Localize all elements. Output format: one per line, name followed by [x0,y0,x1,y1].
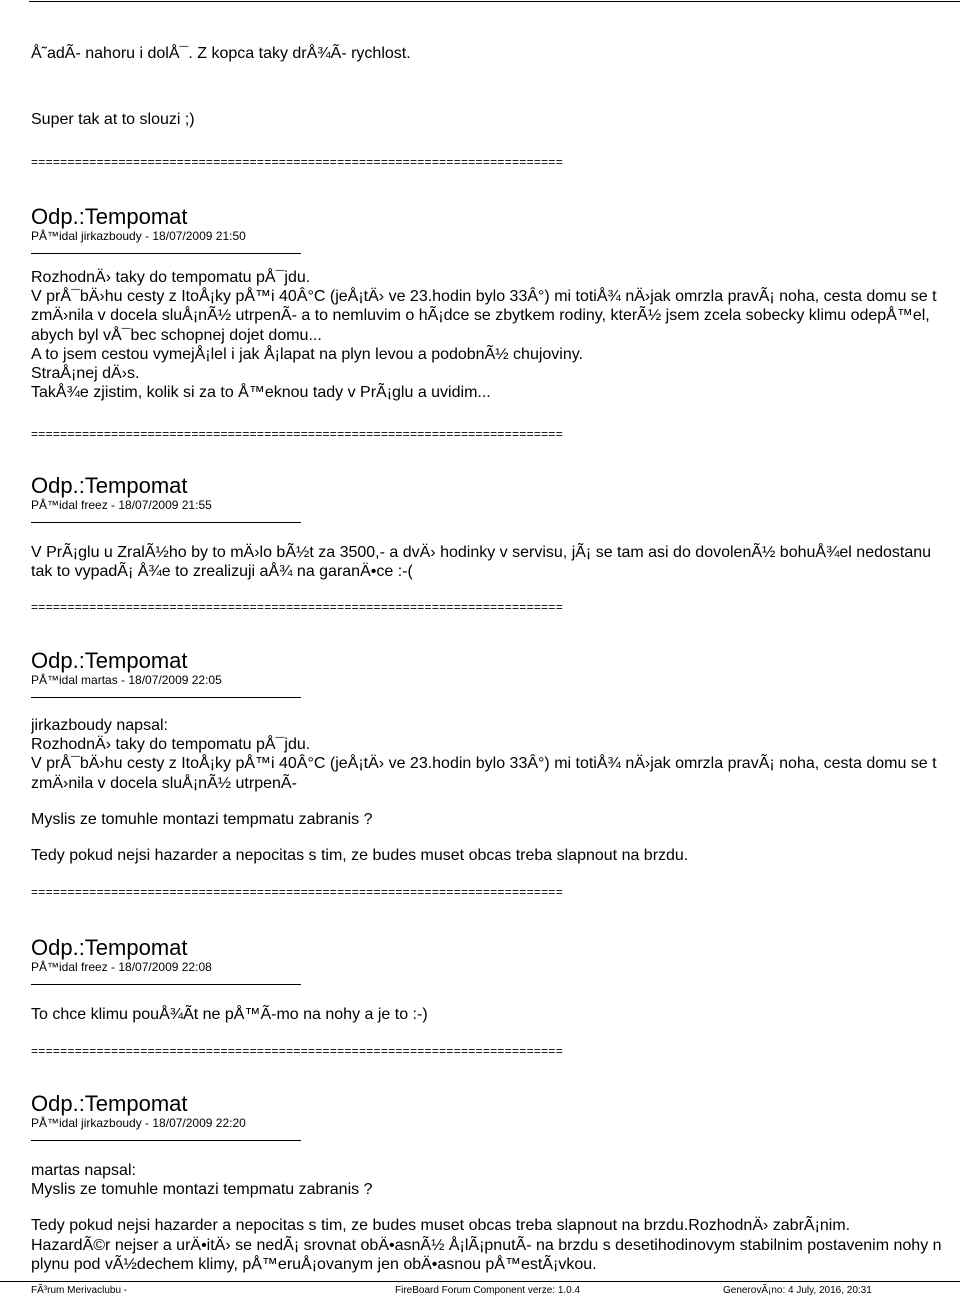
post-title: Odp.:Tempomat [31,204,188,229]
post-line: RozhodnÄ› taky do tempomatu pÅ¯jdu. [31,269,311,286]
post-line-spacer [31,793,960,810]
footer-component-version: FireBoard Forum Component verze: 1.0.4 [395,1285,581,1296]
forum-post [31,1091,960,1274]
post-line: HazardÃ©r nejser a urÄ•itÄ› se nedÃ¡ srovnat obÄ•asnÃ½ Å¡lÃ¡pnutÃ- na brzdu s desetihodinovym stabilnim postavenim nohy n [31,1236,942,1254]
intro-line: Super tak at to slouzi ;) [31,111,195,128]
post-line: zmÄ›nila v docela sluÅ¡nÃ½ utrpenÃ- [31,774,297,792]
post-line: RozhodnÄ› taky do tempomatu pÅ¯jdu. [31,736,311,754]
post-line-spacer [31,1199,960,1216]
post-line: martas napsal: [31,1162,136,1179]
footer-site-name: FÃ³rum Merivaclubu - [31,1285,128,1296]
post-author-meta: PÅ™idal freez - 18/07/2009 22:08 [31,960,212,974]
post-author-meta: PÅ™idal jirkazboudy - 18/07/2009 22:20 [31,1116,246,1130]
separator-line: ========================================================================= [31,427,564,441]
previous-post-tail [31,44,960,129]
post-author-meta: PÅ™idal martas - 18/07/2009 22:05 [31,673,222,687]
post-line: Myslis ze tomuhle montazi tempmatu zabranis ? [31,810,373,828]
post-line: Tedy pokud nejsi hazarder a nepocitas s tim, ze budes muset obcas treba slapnout na brzdu. [31,847,689,865]
post-line: V PrÃ¡glu u ZralÃ½ho by to mÄ›lo bÃ½t za 3500,- a dvÄ› hodinky v servisu, jÃ¡ se tam asi do dovolenÃ½ bohuÅ¾el nedostanu [31,544,932,561]
page-footer [0,1281,960,1298]
page-top-rule [29,1,960,2]
post-line: jirkazboudy napsal: [31,717,168,734]
forum-post [31,204,960,402]
post-body [31,1161,960,1274]
post-body [31,268,960,402]
post-title: Odp.:Tempomat [31,935,188,960]
separator-line: ========================================================================= [31,1044,564,1058]
post-line: TakÅ¾e zjistim, kolik si za to Å™eknou tady v PrÃ¡glu a uvidim... [31,384,491,402]
post-line-spacer [31,829,960,846]
post-line: V prÅ¯bÄ›hu cesty z ItoÅ¡ky pÅ™i 40Â°C (jeÅ¡tÄ› ve 23.hodin bylo 33Â°) mi totiÅ¾ nÄ›jak omrzla pravÃ¡ noha, cesta domu se t [31,288,937,306]
forum-post [31,935,960,1024]
forum-post [31,648,960,865]
forum-post [31,473,960,581]
post-line: V prÅ¯bÄ›hu cesty z ItoÅ¡ky pÅ™i 40Â°C (jeÅ¡tÄ› ve 23.hodin bylo 33Â°) mi totiÅ¾ nÄ›jak omrzla pravÃ¡ noha, cesta domu se t [31,755,937,773]
post-body [31,1005,960,1024]
post-line: abych byl vÅ¯bec schopnej dojet domu... [31,326,322,344]
separator-line: ========================================================================= [31,885,564,899]
post-title: Odp.:Tempomat [31,648,188,673]
post-line: tak to vypadÃ¡ Å¾e to zrealizuji aÅ¾ na garanÄ•ce :-( [31,563,413,581]
post-line: Myslis ze tomuhle montazi tempmatu zabranis ? [31,1181,373,1199]
post-line: Tedy pokud nejsi hazarder a nepocitas s tim, ze budes muset obcas treba slapnout na brzdu.RozhodnÄ› zabrÃ¡nim. [31,1217,851,1235]
post-line: StraÅ¡nej dÄ›s. [31,365,140,383]
post-body [31,543,960,581]
post-author-meta: PÅ™idal jirkazboudy - 18/07/2009 21:50 [31,229,246,243]
post-line: plynu pod vÃ½dechem klimy, pÅ™eruÅ¡ovanym jen obÄ•asnou pÅ™estÃ¡vkou. [31,1255,597,1273]
post-line: zmÄ›nila v docela sluÅ¡nÃ½ utrpenÃ- a to nemluvim o hÃ¡dce se zbytkem rodiny, kterÃ½ jsem zcela sobecky klimu odepÅ™el, [31,307,930,325]
intro-line: Å˜adÃ- nahoru i dolÅ¯. Z kopca taky drÅ¾Ã- rychlost. [31,45,411,62]
post-author-meta: PÅ™idal freez - 18/07/2009 21:55 [31,498,212,512]
post-body [31,716,960,865]
separator-line: ========================================================================= [31,155,564,169]
post-title: Odp.:Tempomat [31,1091,188,1116]
post-line: To chce klimu pouÅ¾Ãt ne pÅ™Ã-mo na nohy a je to :-) [31,1006,428,1023]
footer-generated-date: GenerovÃ¡no: 4 July, 2016, 20:31 [723,1285,872,1296]
post-title: Odp.:Tempomat [31,473,188,498]
separator-line: ========================================================================= [31,600,564,614]
post-line: A to jsem cestou vymejÅ¡lel i jak Å¡lapat na plyn levou a podobnÃ½ chujoviny. [31,345,583,363]
